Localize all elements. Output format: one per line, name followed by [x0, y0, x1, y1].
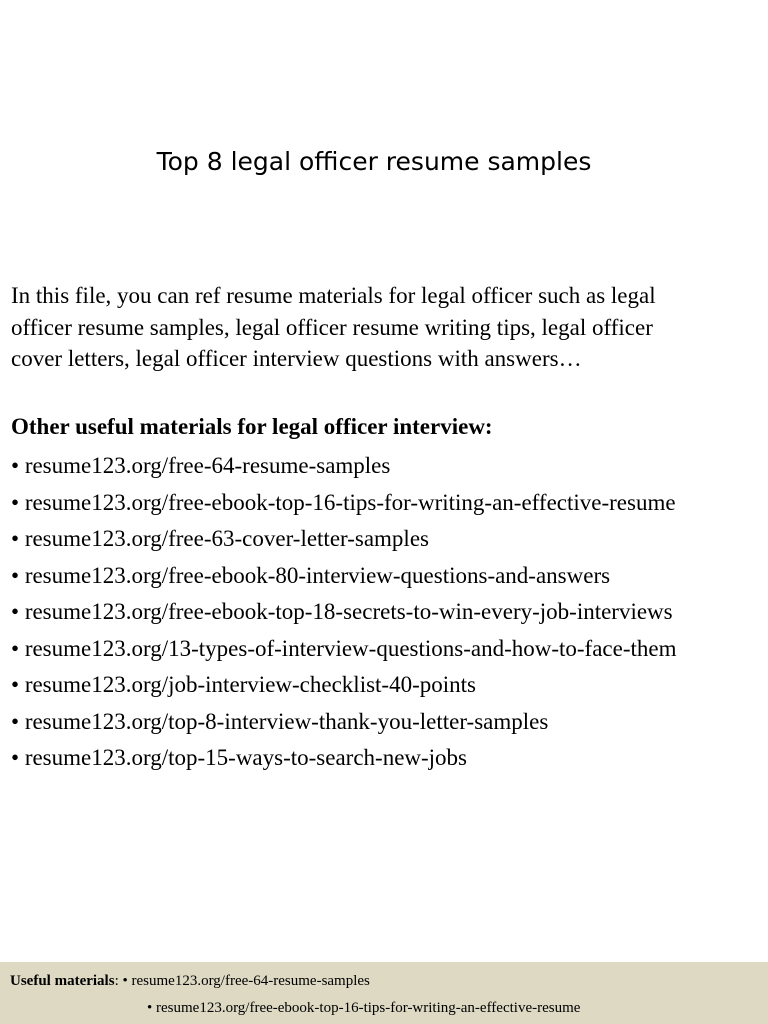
- bullet: •: [11, 526, 25, 551]
- list-item: [11, 448, 676, 485]
- intro-line: In this file, you can ref resume materials for legal officer such as legal: [11, 283, 656, 308]
- bullet: •: [147, 1000, 157, 1016]
- bullet: •: [11, 453, 25, 478]
- bullet: •: [11, 635, 25, 661]
- footer-link[interactable]: resume123.org/free-64-resume-samples: [131, 973, 370, 989]
- list-item: [11, 704, 676, 741]
- bullet: •: [11, 489, 25, 515]
- intro-line: officer resume samples, legal officer resume writing tips, legal officer: [11, 314, 653, 340]
- bullet: •: [11, 672, 25, 697]
- footer-label: Useful materials: [10, 973, 115, 989]
- resource-link[interactable]: resume123.org/free-64-resume-samples: [24, 453, 391, 478]
- bullet: •: [122, 973, 132, 989]
- resource-link[interactable]: resume123.org/13-types-of-interview-questions-and-how-to-face-them: [24, 635, 677, 661]
- list-item: [11, 594, 676, 631]
- resource-link[interactable]: resume123.org/free-ebook-80-interview-questions-and-answers: [24, 562, 611, 588]
- resource-link[interactable]: resume123.org/free-63-cover-letter-samples: [24, 526, 429, 551]
- list-item: [11, 521, 676, 558]
- footer-bar: [0, 962, 768, 1024]
- list-item: [11, 667, 676, 704]
- list-item: [11, 485, 676, 522]
- bullet: •: [11, 745, 25, 770]
- materials-link-list: [11, 448, 676, 777]
- list-item: [11, 631, 676, 668]
- footer-link[interactable]: resume123.org/free-ebook-top-16-tips-for-writing-an-effective-resume: [156, 1000, 581, 1016]
- resource-link[interactable]: resume123.org/free-ebook-top-18-secrets-to-win-every-job-interviews: [24, 599, 673, 624]
- resource-link[interactable]: resume123.org/free-ebook-top-16-tips-for-writing-an-effective-resume: [24, 489, 676, 515]
- footer-row: [147, 998, 580, 1018]
- intro-line: cover letters, legal officer interview questions with answers…: [11, 346, 582, 371]
- footer-row: [10, 971, 370, 991]
- bullet: •: [11, 599, 25, 624]
- bullet: •: [11, 708, 25, 734]
- resource-link[interactable]: resume123.org/top-15-ways-to-search-new-jobs: [24, 745, 468, 770]
- list-item: [11, 558, 676, 595]
- resource-link[interactable]: resume123.org/job-interview-checklist-40-points: [24, 672, 476, 697]
- intro-paragraph: [11, 280, 761, 375]
- page-title: Top 8 legal officer resume samples: [156, 147, 592, 176]
- footer-separator: :: [114, 973, 123, 989]
- bullet: •: [11, 562, 25, 588]
- resource-link[interactable]: resume123.org/top-8-interview-thank-you-letter-samples: [24, 708, 549, 734]
- list-item: [11, 740, 676, 777]
- materials-heading: Other useful materials for legal officer interview:: [11, 414, 493, 439]
